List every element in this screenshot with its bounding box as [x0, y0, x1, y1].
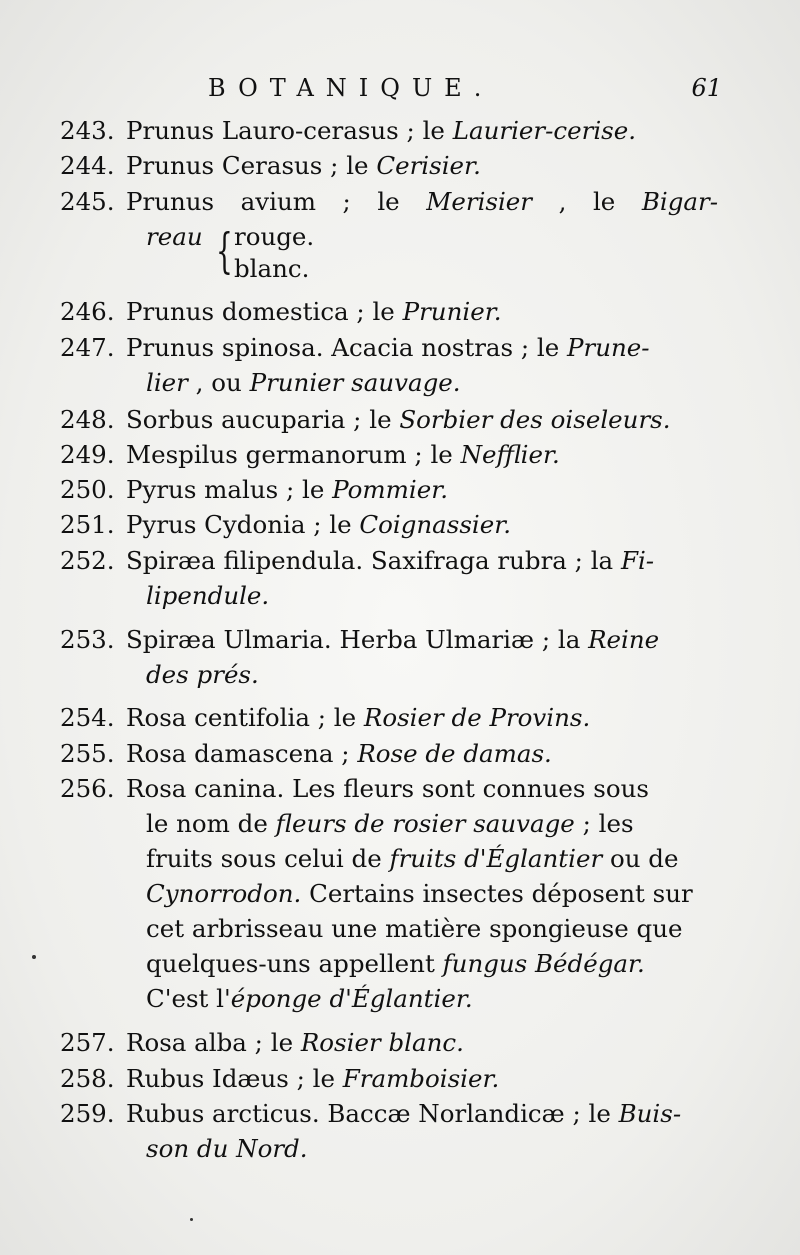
common-name: lipendule.	[146, 581, 270, 610]
common-name: Prunier.	[402, 297, 502, 326]
common-name: Prunier sauvage.	[249, 368, 461, 397]
entry-text: fruits sous celui de	[146, 844, 390, 873]
ink-speck	[32, 955, 36, 959]
common-name-continued: reau	[146, 222, 203, 251]
entry-text: ; les	[574, 809, 634, 838]
common-name: Prune-	[567, 333, 650, 362]
entry-text: Spiræa filipendula. Saxifraga rubra ; la	[126, 546, 621, 575]
entry-text: ou de	[602, 844, 679, 873]
entry-number: 259.	[60, 1099, 115, 1128]
common-name: son du Nord.	[146, 1134, 308, 1163]
common-name: Merisier	[426, 187, 533, 216]
entry-text: Mespilus germanorum ; le	[126, 440, 461, 469]
entry-text: , ou	[187, 368, 250, 397]
common-name: Framboisier.	[342, 1064, 500, 1093]
common-name: Fi-	[620, 546, 655, 575]
common-name: Buis-	[618, 1099, 682, 1128]
variety-brace-group	[126, 219, 718, 289]
entry-text: Rosa canina. Les fleurs sont connues sous	[126, 774, 649, 803]
entry-text: C'est l'	[146, 984, 231, 1013]
entry-text: Spiræa Ulmaria. Herba Ulmariæ ; la	[126, 625, 589, 654]
page-header	[60, 74, 722, 108]
common-name: Laurier-cerise.	[452, 116, 637, 145]
entry-text: Pyrus malus ; le	[126, 475, 333, 504]
entry-number: 247.	[60, 333, 115, 362]
common-name: des prés.	[146, 660, 259, 689]
common-name: Cerisier.	[376, 151, 481, 180]
curly-brace: {	[216, 223, 233, 279]
entry-number: 254.	[60, 703, 115, 732]
entry-number: 250.	[60, 475, 115, 504]
entry-text: quelques-uns appellent	[146, 949, 443, 978]
common-name: Pommier.	[332, 475, 449, 504]
entry-number: 251.	[60, 510, 115, 539]
common-name: Rose de damas.	[357, 739, 552, 768]
entry-number: 243.	[60, 116, 115, 145]
common-name: Rosier blanc.	[300, 1028, 464, 1057]
entry-number: 246.	[60, 297, 115, 326]
entry-text: Prunus Lauro-cerasus ; le	[126, 116, 453, 145]
common-name: Reine	[588, 625, 660, 654]
common-name: Sorbier des oiseleurs.	[399, 405, 671, 434]
common-name: Coignassier.	[359, 510, 512, 539]
page-number: 61	[691, 74, 722, 102]
entry-text: cet arbrisseau une matière spongieuse que	[146, 914, 683, 943]
common-name: lier	[146, 368, 188, 397]
entry-text: Prunus avium ; le	[126, 187, 400, 216]
entry-text: Certains insectes déposent sur	[301, 879, 693, 908]
entry-text: Rubus Idæus ; le	[126, 1064, 343, 1093]
entry-text: Rosa centifolia ; le	[126, 703, 364, 732]
entry-number: 255.	[60, 739, 115, 768]
entry-number: 244.	[60, 151, 115, 180]
common-name: Rosier de Provins.	[363, 703, 591, 732]
entry-number: 258.	[60, 1064, 115, 1093]
entry-number: 248.	[60, 405, 115, 434]
entry-number: 257.	[60, 1028, 115, 1057]
entry-number: 252.	[60, 546, 115, 575]
common-name: fruits d'Églantier	[389, 844, 603, 873]
entry-text: Prunus spinosa. Acacia nostras ; le	[126, 333, 568, 362]
entry-text: le nom de	[146, 809, 276, 838]
entry-number: 253.	[60, 625, 115, 654]
entry-text: Rosa damascena ;	[126, 739, 358, 768]
entry-number: 256.	[60, 774, 115, 803]
entry-text: Prunus domestica ; le	[126, 297, 403, 326]
entry-text: Sorbus aucuparia ; le	[126, 405, 400, 434]
entry-text: Rosa alba ; le	[126, 1028, 301, 1057]
common-name: fungus Bédégar.	[442, 949, 645, 978]
entry-text: Prunus Cerasus ; le	[126, 151, 377, 180]
variety-option: rouge.	[234, 222, 315, 251]
entry-text: , le	[558, 187, 616, 216]
common-name: Cynorrodon.	[146, 879, 302, 908]
entry-text: Rubus arcticus. Baccæ Norlandicæ ; le	[126, 1099, 619, 1128]
variety-option: blanc.	[234, 254, 310, 283]
entry-number: 249.	[60, 440, 115, 469]
common-name: Nefflier.	[460, 440, 560, 469]
entry-text: Pyrus Cydonia ; le	[126, 510, 360, 539]
common-name: éponge d'Églantier.	[230, 984, 473, 1013]
common-name: Bigar-	[641, 187, 718, 216]
ink-speck	[190, 1218, 193, 1221]
running-head: BOTANIQUE.	[208, 74, 494, 102]
entry-number: 245.	[60, 187, 115, 216]
common-name: fleurs de rosier sauvage	[275, 809, 575, 838]
